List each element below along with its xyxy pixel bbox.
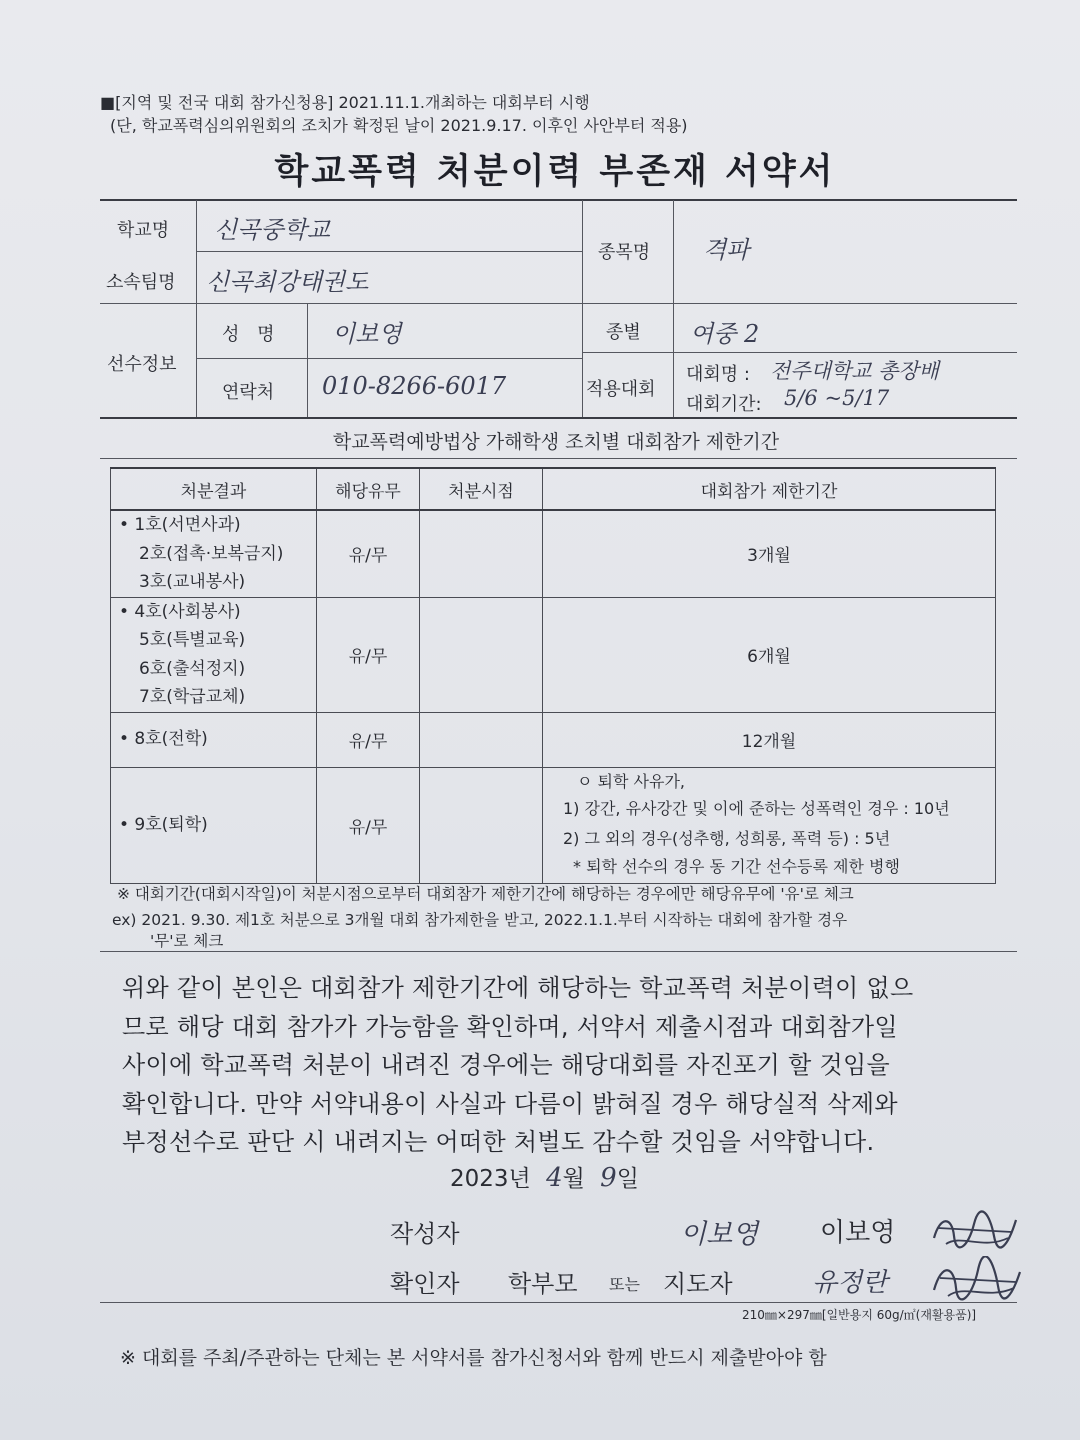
pledge-text xyxy=(122,969,1002,1162)
pledge-line: 확인합니다. 만약 서약내용이 사실과 다름이 밝혀질 경우 해당실적 삭제와 xyxy=(122,1089,898,1118)
notice-line-2: (단, 학교폭력심의위원회의 조치가 확정된 날이 2021.9.17. 이후인 사안부터 적용) xyxy=(110,116,688,135)
confirmer-signature-mark xyxy=(928,1256,1024,1304)
measure-item: • 4호(사회봉사) xyxy=(119,601,241,622)
pledge-line: 므로 해당 대회 참가가 가능함을 확인하며, 서약서 제출시점과 대회참가일 xyxy=(122,1012,898,1041)
pledge-line: 사이에 학교폭력 처분이 내려진 경우에는 해당대회를 자진포기 할 것임을 xyxy=(122,1051,890,1079)
table-row xyxy=(111,767,996,883)
author-name-handwritten: 이보영 xyxy=(680,1219,759,1250)
measure-item: 2호(접촉·보복금지) xyxy=(139,543,284,564)
header-limit: 대회참가 제한기간 xyxy=(543,468,996,510)
competition-period-value: 5/6 ~5/17 xyxy=(784,386,890,410)
team-label: 소속팀명 xyxy=(106,272,176,293)
applicable-cell: 유/무 xyxy=(317,597,420,712)
applicable-cell: 유/무 xyxy=(317,712,420,767)
date-day-label: 일 xyxy=(616,1166,639,1192)
school-value: 신곡중학교 xyxy=(214,216,330,244)
table-row xyxy=(111,510,996,597)
limit-cell-expulsion xyxy=(543,767,996,883)
measure-item: 7호(학급교체) xyxy=(139,687,246,707)
limit-cell: 3개월 xyxy=(543,510,996,597)
measure-item: • 8호(전학) xyxy=(119,729,208,750)
competition-period-label: 대회기간: xyxy=(686,394,762,415)
school-label: 학교명 xyxy=(117,220,170,241)
competition-name-value: 전주대학교 총장배 xyxy=(770,359,939,383)
contact-label: 연락처 xyxy=(222,382,275,403)
measure-item: 5호(특별교육) xyxy=(139,630,246,650)
measure-item: 3호(교내봉사) xyxy=(139,572,246,592)
header-time: 처분시점 xyxy=(420,468,543,510)
table-header-row xyxy=(111,468,996,510)
page-title: 학교폭력 처분이력 부존재 서약서 xyxy=(274,152,836,192)
notice-line-1: ■[지역 및 전국 대회 참가신청용] 2021.11.1.개최하는 대회부터 시행 xyxy=(100,93,590,112)
limit-line: 2) 그 외의 경우(성추행, 성희롱, 폭력 등) : 5년 xyxy=(563,829,891,848)
table-row xyxy=(111,712,996,767)
event-label: 종목명 xyxy=(598,242,651,263)
header-applicable: 해당유무 xyxy=(317,468,420,510)
applicable-cell: 유/무 xyxy=(317,767,420,883)
header-result: 처분결과 xyxy=(111,468,317,510)
time-cell xyxy=(420,767,543,883)
measure-item: • 1호(서면사과) xyxy=(119,515,241,535)
measure-item: • 9호(퇴학) xyxy=(119,814,208,835)
name-label: 성 명 xyxy=(222,324,281,345)
date-month-value: 4 xyxy=(546,1163,563,1193)
rules-table xyxy=(110,467,996,884)
contact-value: 010-8266-6017 xyxy=(322,372,507,400)
bottom-note: ※ 대회를 주최/주관하는 단체는 본 서약서를 참가신청서와 함께 반드시 제출받아야 함 xyxy=(120,1347,827,1369)
limit-cell: 6개월 xyxy=(543,597,996,712)
competition-name-label: 대회명 : xyxy=(686,364,750,385)
category-value: 여중 2 xyxy=(690,320,760,348)
player-info-label: 선수정보 xyxy=(107,354,177,375)
coach-label: 지도자 xyxy=(663,1270,733,1298)
time-cell xyxy=(420,712,543,767)
footnote-3: '무'로 체크 xyxy=(150,932,224,950)
date-year: 2023년 xyxy=(450,1166,531,1192)
signing-date xyxy=(450,1160,639,1193)
confirmer-name: 유정란 xyxy=(812,1268,888,1298)
rules-section-title: 학교폭력예방법상 가해학생 조치별 대회참가 제한기간 xyxy=(332,431,780,453)
author-name: 이보영 xyxy=(820,1218,896,1248)
pledge-line: 부정선수로 판단 시 내려지는 어떠한 처벌도 감수할 것임을 서약합니다. xyxy=(122,1128,875,1156)
footnote-2: ex) 2021. 9.30. 제1호 처분으로 3개월 대회 참가제한을 받고, 2022.1.1.부터 시작하는 대회에 참가할 경우 xyxy=(112,911,848,929)
name-value: 이보영 xyxy=(332,320,402,348)
time-cell xyxy=(420,597,543,712)
competition-label: 적용대회 xyxy=(586,379,656,400)
time-cell xyxy=(420,510,543,597)
measure-item: 6호(출석정지) xyxy=(139,658,246,679)
footnote-1: ※ 대회기간(대회시작일)이 처분시점으로부터 대회참가 제한기간에 해당하는 경우에만 해당유무에 '유'로 체크 xyxy=(117,885,854,903)
confirmer-label: 확인자 xyxy=(390,1270,460,1298)
date-month-label: 월 xyxy=(562,1166,585,1192)
applicable-cell: 유/무 xyxy=(317,510,420,597)
category-label: 종별 xyxy=(606,322,641,343)
pledge-line: 위와 같이 본인은 대회참가 제한기간에 해당하는 학교폭력 처분이력이 없으 xyxy=(122,974,914,1002)
limit-line: ㅇ 퇴학 사유가, xyxy=(577,772,685,791)
limit-cell: 12개월 xyxy=(543,712,996,767)
limit-line: * 퇴학 선수의 경우 동 기간 선수등록 제한 병행 xyxy=(573,857,900,876)
parent-label: 학부모 xyxy=(508,1270,578,1298)
date-day-value: 9 xyxy=(600,1163,617,1193)
or-label: 또는 xyxy=(609,1275,640,1294)
table-row xyxy=(111,597,996,712)
author-signature-mark xyxy=(928,1208,1020,1254)
team-value: 신곡최강태권도 xyxy=(206,268,369,296)
paper-spec: 210㎜×297㎜[일반용지 60g/㎡(재활용품)] xyxy=(742,1308,977,1322)
limit-line: 1) 강간, 유사강간 및 이에 준하는 성폭력인 경우 : 10년 xyxy=(563,799,950,818)
event-value: 격파 xyxy=(703,236,750,264)
author-label: 작성자 xyxy=(390,1220,460,1248)
